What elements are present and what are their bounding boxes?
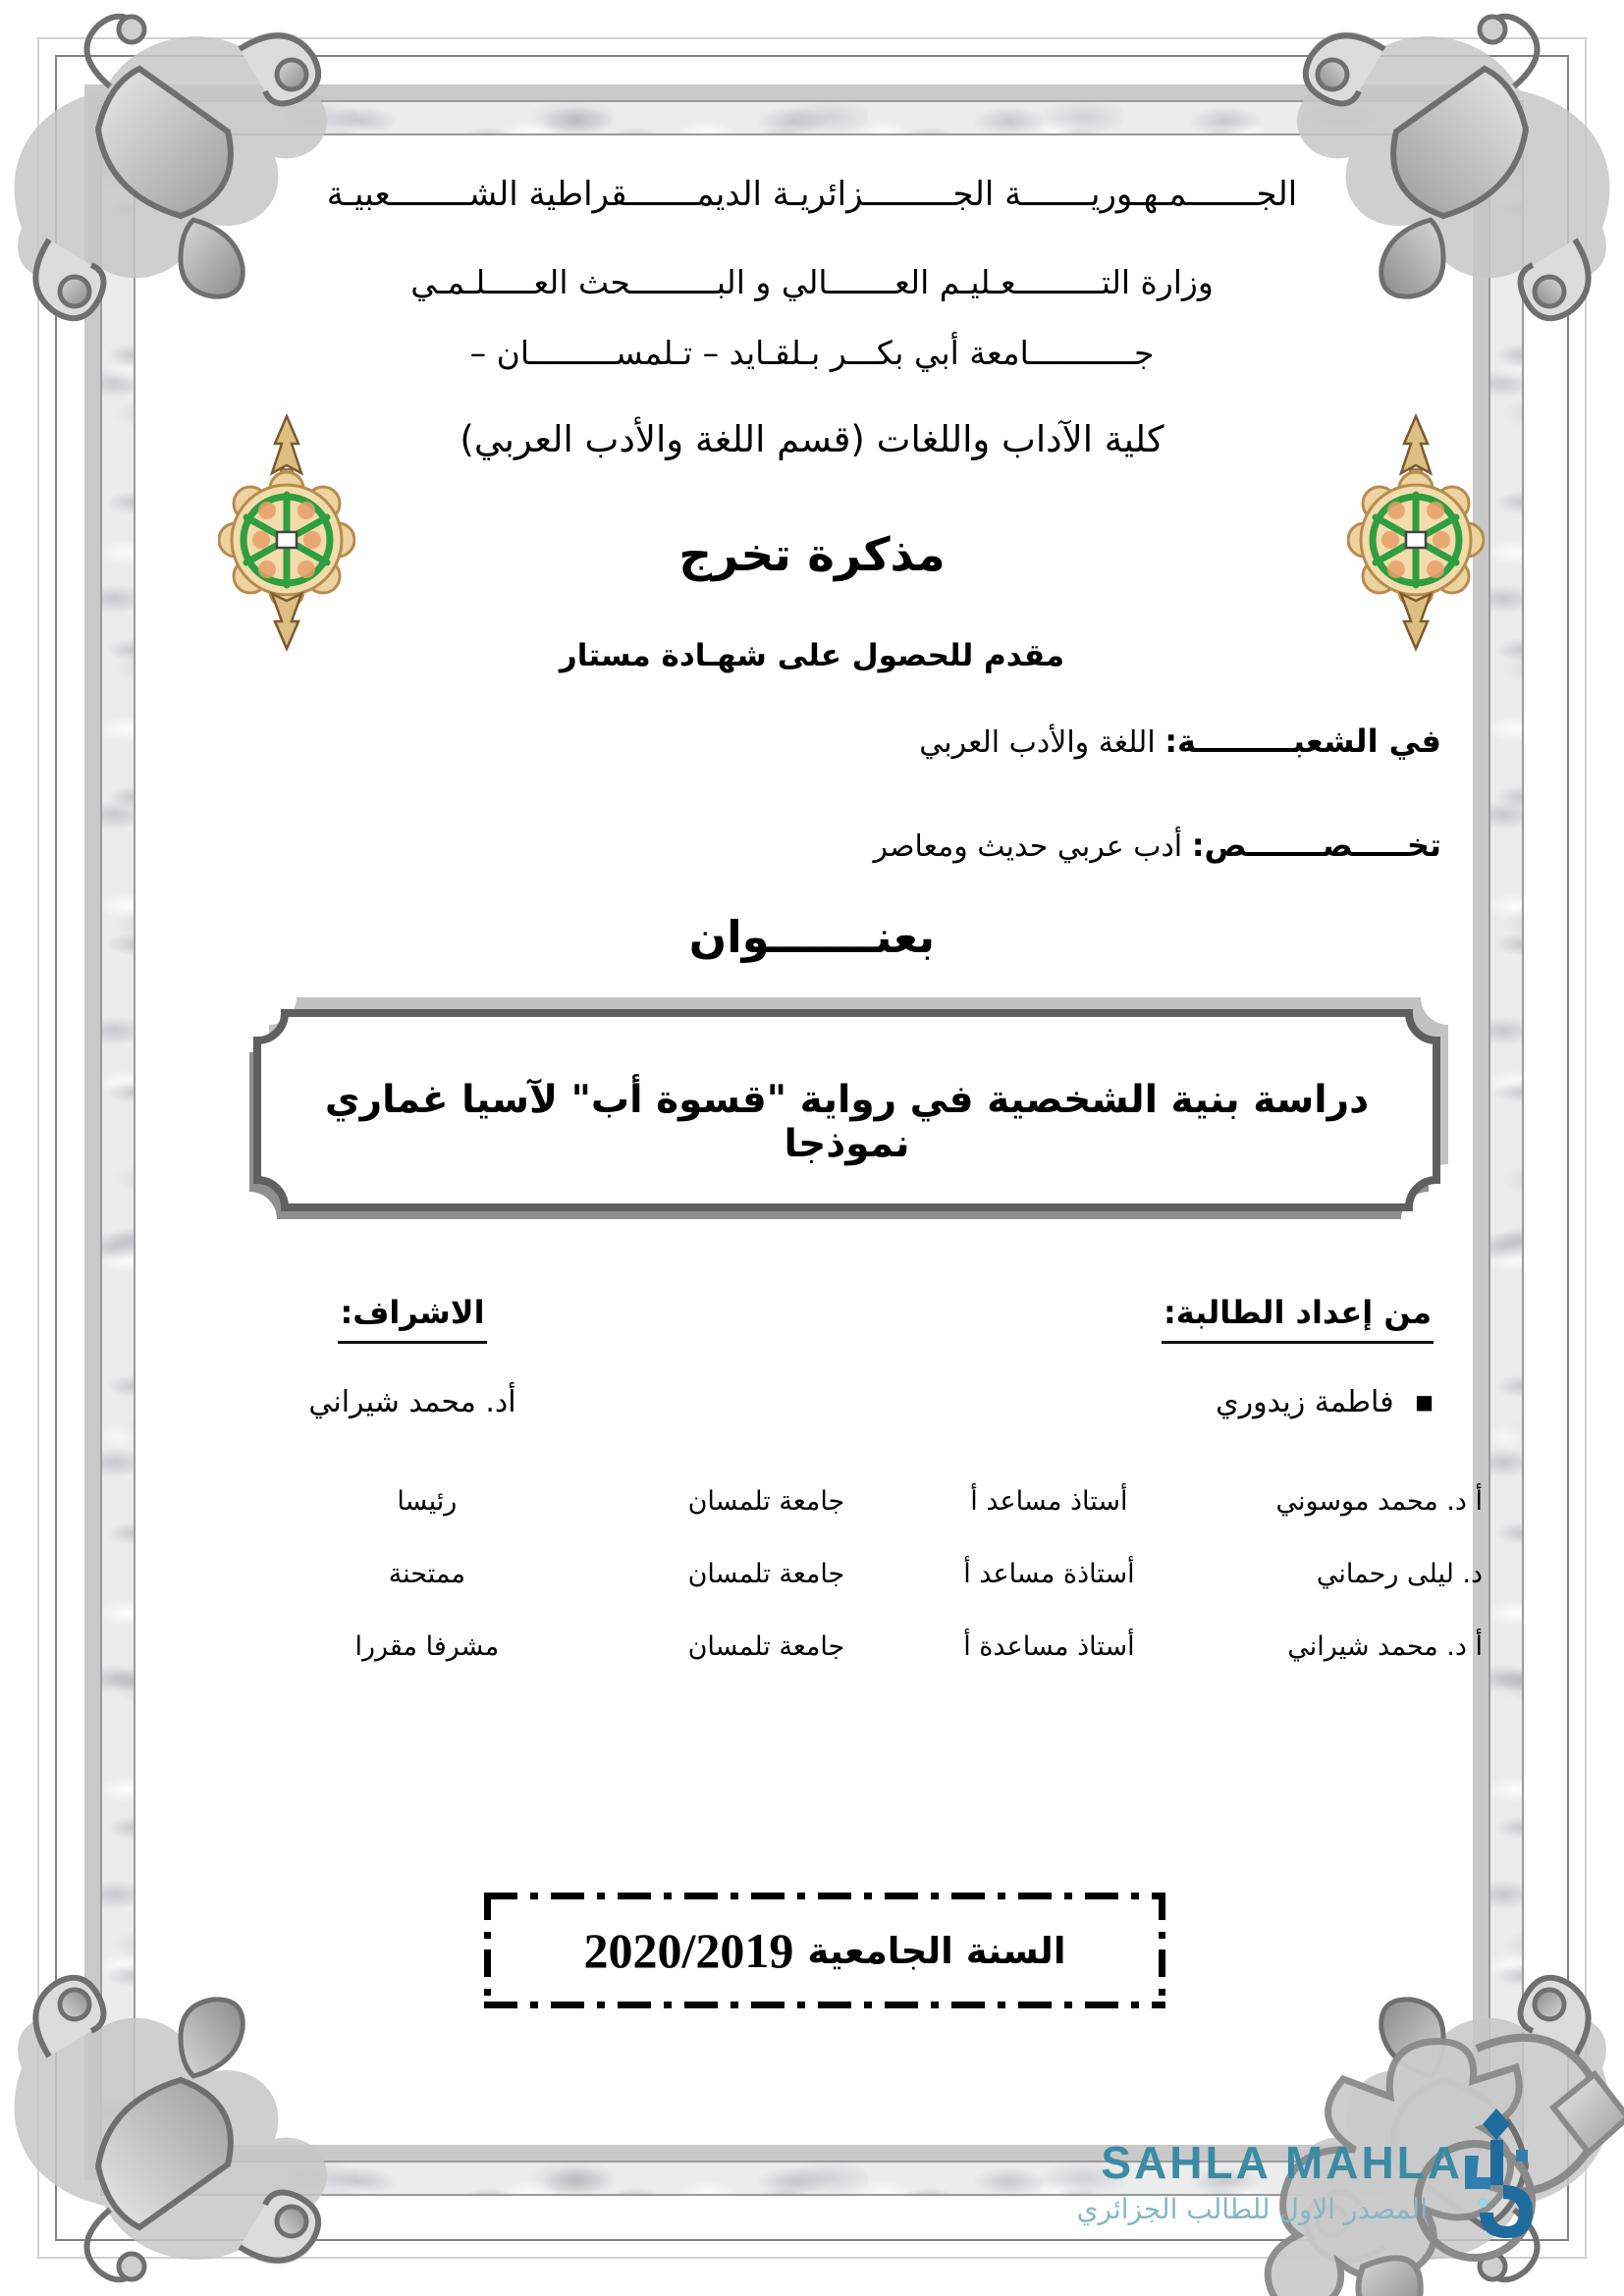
republic-title: الجـــــــمـهـوريـــــــة الجـــــــــزائريـة الديمـــــــقراطية الشــــــــعبيـة xyxy=(326,175,1298,214)
member-name: د. ليلى رحماني xyxy=(1316,1558,1483,1589)
committee-row xyxy=(226,1465,1483,1537)
watermark-calligraphy-icon xyxy=(1459,2107,1542,2244)
supervision-block xyxy=(270,1294,555,1419)
member-university: جامعة تلمسان xyxy=(687,1485,845,1517)
member-university: جامعة تلمسان xyxy=(687,1558,845,1589)
branch-label: في الشعبـــــــــة: xyxy=(1164,722,1441,760)
member-rank: أستاذ مساعدة أ xyxy=(963,1630,1135,1662)
member-role: مشرفا مقررا xyxy=(354,1630,500,1662)
watermark-brand: SAHLA MAHLA xyxy=(1101,2137,1463,2188)
memo-subtitle: مقدم للحصول على شهـادة مستار xyxy=(559,638,1065,673)
academic-year-label: السنة الجامعية xyxy=(807,1929,1066,1972)
branch-line xyxy=(919,722,1441,760)
prepared-by-block xyxy=(1110,1294,1434,1419)
committee-table xyxy=(226,1465,1483,1682)
academic-year-value: 2020/2019 xyxy=(583,1923,794,1978)
frame-marble-band-left xyxy=(100,100,135,2196)
specialty-value: أدب عربي حديث ومعاصر xyxy=(873,829,1183,864)
member-role: رئيسا xyxy=(397,1485,458,1517)
academic-year-box xyxy=(484,1893,1165,2008)
academic-year-text xyxy=(484,1893,1165,2008)
ministry-title: وزارة التـــــــــعـليـم العـــــــالي و البـــــــــحث العـــــلـمـي xyxy=(410,263,1214,301)
committee-row xyxy=(226,1537,1483,1610)
member-role: ممتحنة xyxy=(388,1558,465,1589)
supervisor-name: أد. محمد شيراني xyxy=(308,1385,516,1419)
memo-title: مذكرة تخرج xyxy=(678,528,946,582)
specialty-label: تخـــــصـــــــص: xyxy=(1191,827,1441,864)
thesis-title-box xyxy=(232,984,1462,1231)
thesis-title: دراسة بنية الشخصية في رواية "قسوة أب" لآسيا غماري نموذجا xyxy=(324,1078,1370,1166)
member-university: جامعة تلمسان xyxy=(687,1630,845,1662)
square-bullet-icon: ■ xyxy=(1415,1390,1434,1414)
member-name: أ د. محمد شيراني xyxy=(1287,1630,1483,1662)
corner-ornament-icon xyxy=(0,1960,336,2296)
student-name: فاطمة زيدوري xyxy=(1216,1385,1394,1419)
student-name-row xyxy=(1110,1385,1434,1419)
prepared-by-label: من إعداد الطالبة: xyxy=(1162,1294,1434,1344)
member-rank: أستاذ مساعد أ xyxy=(970,1485,1128,1517)
titled-label: بعنـــــــوان xyxy=(688,911,936,963)
supervision-label: الاشراف: xyxy=(338,1294,486,1344)
member-name: أ د. محمد موسوني xyxy=(1275,1485,1483,1517)
faculty-name: كلية الآداب واللغات (قسم اللغة والأدب العربي) xyxy=(460,418,1164,460)
member-rank: أستاذة مساعد أ xyxy=(963,1558,1135,1589)
frame-marble-band-right xyxy=(1489,100,1524,2196)
branch-value: اللغة والأدب العربي xyxy=(919,725,1156,760)
specialty-line xyxy=(873,827,1441,864)
university-name: جـــــــــــامعة أبي بكـــر بـلقـايد – تـلمســـــــــان – xyxy=(469,334,1155,372)
committee-row xyxy=(226,1610,1483,1682)
watermark-tagline: المصدر الاول للطالب الجزائري xyxy=(1076,2193,1428,2225)
